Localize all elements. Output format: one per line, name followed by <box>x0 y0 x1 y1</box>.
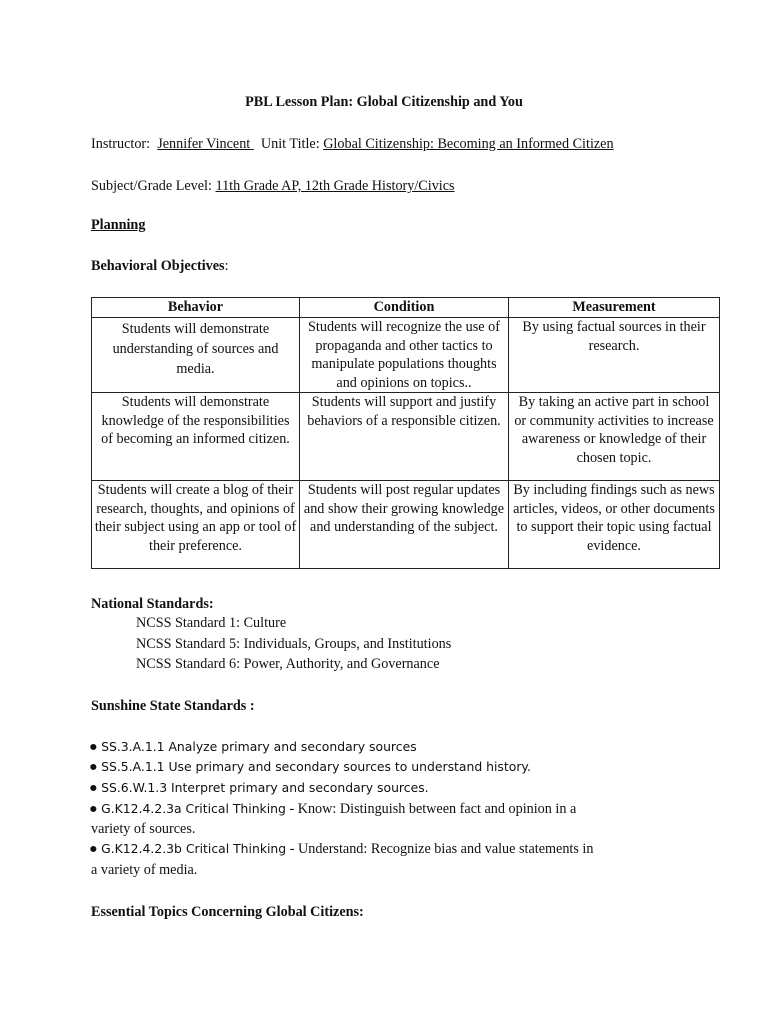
table-cell: By using factual sources in their research. <box>509 318 720 393</box>
unit-title-value: Global Citizenship: Becoming an Informed Citizen <box>323 136 614 152</box>
table-cell: Students will demonstrate knowledge of the responsibilities of becoming an informed citizen. <box>92 393 300 481</box>
table-cell: Students will recognize the use of propaganda and other tactics to manipulate populations thoughts and opinions on topics.. <box>300 318 509 393</box>
table-cell: By including findings such as news articles, videos, or other documents to support their topic using factual evidence. <box>509 481 720 569</box>
list-item <box>89 778 429 798</box>
table-cell: By taking an active part in school or community activities to increase awareness or knowledge of their chosen topic. <box>509 393 720 481</box>
objectives-heading: Behavioral Objectives <box>91 258 225 274</box>
table-row <box>92 481 720 569</box>
subject-value: 11th Grade AP, 12th Grade History/Civics <box>215 178 455 194</box>
list-item <box>89 757 531 777</box>
page-title: PBL Lesson Plan: Global Citizenship and You <box>245 94 523 110</box>
sunshine-standards-heading: Sunshine State Standards : <box>91 698 255 714</box>
table-cell: Students will post regular updates and show their growing knowledge and understanding of the subject. <box>300 481 509 569</box>
list-item: NCSS Standard 6: Power, Authority, and Governance <box>136 656 440 672</box>
instructor-label: Instructor: <box>91 136 151 152</box>
list-item <box>89 799 576 819</box>
list-item: NCSS Standard 1: Culture <box>136 615 287 631</box>
standard-text: SS.3.A.1.1 Analyze primary and secondary sources <box>101 739 417 754</box>
list-item <box>89 737 417 757</box>
table-row <box>92 393 720 481</box>
objectives-colon: : <box>224 258 229 274</box>
standard-code: G.K12.4.2.3b Critical Thinking <box>101 841 287 856</box>
bullet-icon: ● <box>89 739 98 755</box>
table-cell: Students will demonstrate understanding of sources and media. <box>92 318 300 393</box>
standard-text: - Understand: Recognize bias and value statements in <box>286 841 594 857</box>
standard-text: - Know: Distinguish between fact and opinion in a <box>285 801 577 817</box>
header-condition: Condition <box>300 298 509 318</box>
table-row <box>92 318 720 393</box>
planning-heading: Planning <box>91 217 146 233</box>
behavioral-objectives-table <box>91 297 720 569</box>
standard-code: G.K12.4.2.3a Critical Thinking <box>101 801 286 816</box>
instructor-name: Jennifer Vincent <box>157 136 251 152</box>
header-measurement: Measurement <box>509 298 720 318</box>
standard-text: SS.5.A.1.1 Use primary and secondary sources to understand history. <box>101 759 531 774</box>
national-standards-heading: National Standards: <box>91 596 214 612</box>
objectives-heading-line <box>91 256 229 276</box>
list-item-continuation: variety of sources. <box>91 821 196 837</box>
subject-line <box>91 176 455 196</box>
unit-title-label: Unit Title: <box>260 136 320 152</box>
subject-label: Subject/Grade Level: <box>91 178 212 194</box>
instructor-line <box>91 134 614 154</box>
standard-text: SS.6.W.1.3 Interpret primary and secondary sources. <box>101 780 429 795</box>
list-item <box>89 839 593 859</box>
bullet-icon: ● <box>89 841 98 857</box>
bullet-icon: ● <box>89 759 98 775</box>
bullet-icon: ● <box>89 801 98 817</box>
list-item-continuation: a variety of media. <box>91 862 198 878</box>
table-cell: Students will create a blog of their research, thoughts, and opinions of their subject using an app or tool of their preference. <box>92 481 300 569</box>
essential-topics-heading: Essential Topics Concerning Global Citizens: <box>91 904 364 920</box>
table-cell: Students will support and justify behaviors of a responsible citizen. <box>300 393 509 481</box>
list-item: NCSS Standard 5: Individuals, Groups, and Institutions <box>136 636 452 652</box>
table-header-row <box>92 298 720 318</box>
header-behavior: Behavior <box>92 298 300 318</box>
bullet-icon: ● <box>89 780 98 796</box>
